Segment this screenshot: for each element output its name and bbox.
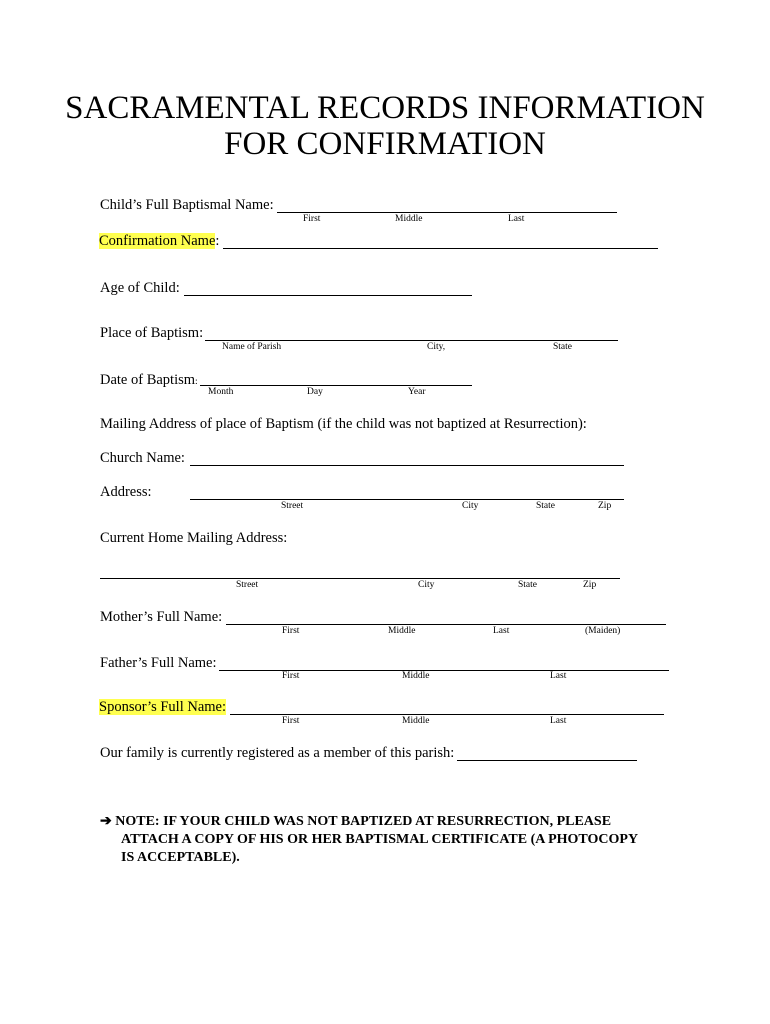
date-of-baptism-label-row	[100, 371, 198, 389]
baptismal-name-last-caption: Last	[508, 214, 525, 224]
baptismal-name-field[interactable]	[277, 198, 617, 213]
place-state-caption: State	[553, 342, 572, 352]
registered-label: Our family is currently registered as a member of this parish:	[100, 745, 455, 761]
place-of-baptism-label: Place of Baptism:	[100, 325, 204, 341]
date-year-caption: Year	[408, 387, 426, 397]
date-day-caption: Day	[307, 387, 323, 397]
mother-first-caption: First	[282, 626, 300, 636]
address-zip-caption: Zip	[598, 501, 612, 511]
church-name-field[interactable]	[190, 451, 624, 466]
mother-middle-caption: Middle	[388, 626, 416, 636]
baptismal-name-middle-caption: Middle	[395, 214, 423, 224]
form-title-line-1: SACRAMENTAL RECORDS INFORMATION	[65, 90, 705, 126]
date-of-baptism-field[interactable]	[200, 371, 472, 386]
mother-last-caption: Last	[493, 626, 510, 636]
arrow-icon: ➔	[100, 814, 112, 829]
home-street-caption: Street	[236, 580, 259, 590]
sponsor-first-caption: First	[282, 716, 300, 726]
place-city-caption: City,	[427, 342, 446, 352]
note-line-1	[100, 812, 611, 832]
home-address-field[interactable]	[100, 564, 620, 579]
address-street-caption: Street	[281, 501, 304, 511]
father-last-caption: Last	[550, 671, 567, 681]
baptismal-name-label: Child’s Full Baptismal Name:	[100, 197, 274, 213]
age-field[interactable]	[184, 281, 472, 296]
date-of-baptism-label: Date of Baptism	[100, 372, 196, 388]
father-name-field[interactable]	[219, 656, 669, 671]
sponsor-middle-caption: Middle	[402, 716, 430, 726]
home-city-caption: City	[418, 580, 435, 590]
father-middle-caption: Middle	[402, 671, 430, 681]
home-zip-caption: Zip	[583, 580, 597, 590]
note-text-line-1: NOTE: IF YOUR CHILD WAS NOT BAPTIZED AT RESURRECTION, PLEASE	[115, 814, 612, 829]
mother-maiden-caption: (Maiden)	[585, 626, 621, 636]
age-label: Age of Child:	[100, 280, 180, 296]
note-text-line-2: ATTACH A COPY OF HIS OR HER BAPTISMAL CERTIFICATE (A PHOTOCOPY	[121, 832, 639, 847]
church-name-label: Church Name:	[100, 450, 185, 466]
date-of-baptism-colon: :	[195, 377, 198, 387]
mother-name-label: Mother’s Full Name:	[100, 609, 223, 625]
address-city-caption: City	[462, 501, 479, 511]
home-address-heading: Current Home Mailing Address:	[100, 530, 288, 546]
confirmation-name-colon: :	[215, 233, 220, 249]
father-name-label: Father’s Full Name:	[100, 655, 217, 671]
address-label: Address:	[100, 484, 152, 500]
address-state-caption: State	[536, 501, 555, 511]
place-parish-caption: Name of Parish	[222, 342, 282, 352]
confirmation-name-label-row	[99, 233, 219, 250]
baptism-mailing-address-heading: Mailing Address of place of Baptism (if the child was not baptized at Resurrection):	[100, 416, 587, 432]
address-field[interactable]	[190, 485, 624, 500]
home-state-caption: State	[518, 580, 537, 590]
note-text-line-3: IS ACCEPTABLE).	[121, 850, 240, 865]
baptismal-name-first-caption: First	[303, 214, 321, 224]
registered-field[interactable]	[457, 746, 637, 761]
mother-name-field[interactable]	[226, 610, 666, 625]
confirmation-name-label: Confirmation Name	[99, 233, 216, 249]
form-title-line-2: FOR CONFIRMATION	[224, 126, 546, 162]
place-of-baptism-field[interactable]	[205, 326, 618, 341]
sponsor-name-label: Sponsor’s Full Name:	[99, 699, 227, 715]
sponsor-name-label-row	[99, 699, 226, 716]
date-month-caption: Month	[208, 387, 234, 397]
father-first-caption: First	[282, 671, 300, 681]
sponsor-name-field[interactable]	[230, 700, 664, 715]
confirmation-name-field[interactable]	[223, 234, 658, 249]
sponsor-last-caption: Last	[550, 716, 567, 726]
